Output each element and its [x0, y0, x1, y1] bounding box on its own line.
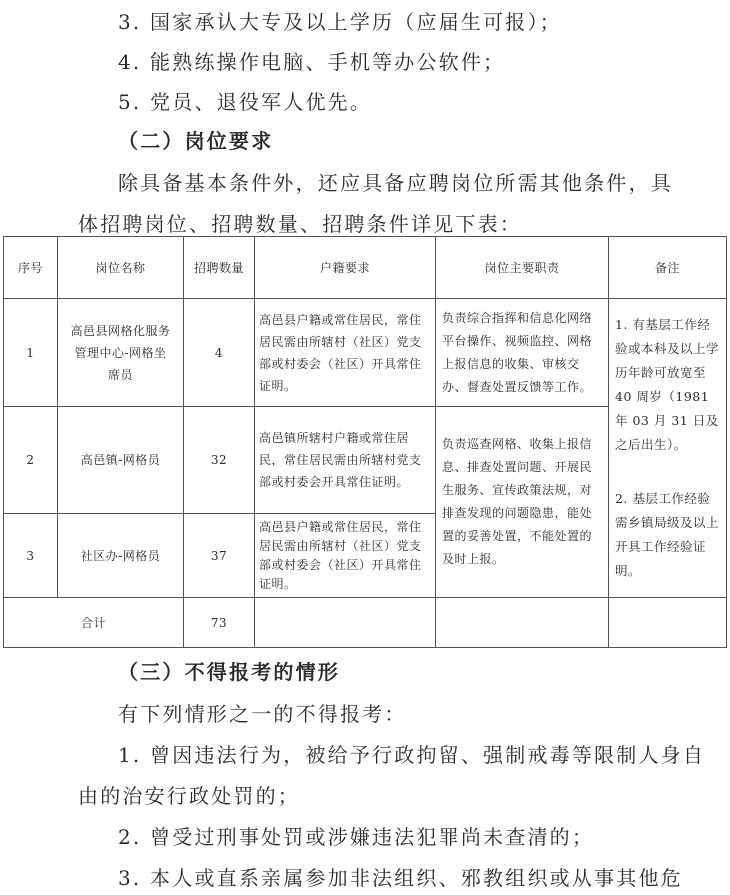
row-duties-shared: 负责巡查网格、收集上报信息、排查处置问题、开展民生服务、宣传政策法规，对排查发现的问题隐患，能处置的妥善处置，不能处置的及时上报。 — [436, 407, 609, 598]
table-header-row — [4, 237, 727, 299]
row-seq: 3 — [4, 514, 58, 598]
requirements-paragraph-line-1: 除具备基本条件外，还应具备应聘岗位所需其他条件，具 — [118, 171, 673, 195]
table-total-row — [4, 598, 727, 648]
header-residence: 户籍要求 — [255, 237, 436, 299]
header-notes: 备注 — [609, 237, 727, 299]
header-quantity: 招聘数量 — [184, 237, 255, 299]
total-value: 73 — [184, 598, 255, 648]
row-seq: 1 — [4, 299, 58, 407]
header-seq: 序号 — [4, 237, 58, 299]
empty-cell — [609, 598, 727, 648]
row-quantity: 37 — [184, 514, 255, 598]
empty-cell — [255, 598, 436, 648]
header-position: 岗位名称 — [58, 237, 184, 299]
row-position: 高邑镇-网格员 — [58, 407, 184, 514]
notes-cell — [609, 299, 727, 598]
note-item-2: 2. 基层工作经验需乡镇局级及以上开具工作经验证明。 — [615, 491, 720, 578]
row-residence: 高邑镇所辖村户籍或常住居民，常住居民需由所辖村党支部或村委会开具常住证明。 — [255, 407, 436, 514]
disqualification-intro: 有下列情形之一的不得报考： — [118, 702, 407, 726]
row-quantity: 4 — [184, 299, 255, 407]
row-position: 高邑县网格化服务管理中心-网格坐席员 — [58, 299, 184, 407]
row-position: 社区办-网格员 — [58, 514, 184, 598]
row-seq: 2 — [4, 407, 58, 514]
disqualification-item-3: 3. 本人或直系亲属参加非法组织、邪教组织或从事其他危 — [118, 866, 683, 890]
recruitment-table — [3, 236, 727, 648]
row-quantity: 32 — [184, 407, 255, 514]
total-label: 合计 — [4, 598, 184, 648]
row-residence: 高邑县户籍或常住居民，常住居民需由所辖村（社区）党支部或村委会（社区）开具常住证明。 — [255, 299, 436, 407]
row-duties: 负责综合指挥和信息化网络平台操作、视频监控、网格上报信息的收集、审核交办、督查处置反馈等工作。 — [436, 299, 609, 407]
condition-item-4: 4. 能熟练操作电脑、手机等办公软件； — [118, 50, 506, 74]
header-duties: 岗位主要职责 — [436, 237, 609, 299]
disqualification-item-1-line-2: 由的治安行政处罚的； — [78, 784, 300, 808]
condition-item-3: 3. 国家承认大专及以上学历（应届生可报）； — [118, 10, 562, 34]
disqualification-item-1-line-1: 1. 曾因违法行为，被给予行政拘留、强制戒毒等限制人身自 — [118, 743, 706, 767]
section-heading-job-requirements: （二）岗位要求 — [118, 129, 274, 153]
empty-cell — [436, 598, 609, 648]
condition-item-5: 5. 党员、退役军人优先。 — [118, 90, 373, 114]
note-item-1: 1. 有基层工作经验或本科及以上学历年龄可放宽至 40 周岁（1981 年 03 月 31 日及之后出生）。 — [615, 317, 720, 452]
requirements-paragraph-line-2: 体招聘岗位、招聘数量、招聘条件详见下表： — [78, 212, 522, 236]
note-spacer — [615, 457, 720, 487]
table-row — [4, 299, 727, 407]
disqualification-item-2: 2. 曾受过刑事处罚或涉嫌违法犯罪尚未查清的； — [118, 825, 595, 849]
section-heading-disqualifications: （三）不得报考的情形 — [118, 660, 340, 684]
row-residence: 高邑县户籍或常住居民，常住居民需由所辖村（社区）党支部或村委会（社区）开具常住证明。 — [255, 514, 436, 598]
